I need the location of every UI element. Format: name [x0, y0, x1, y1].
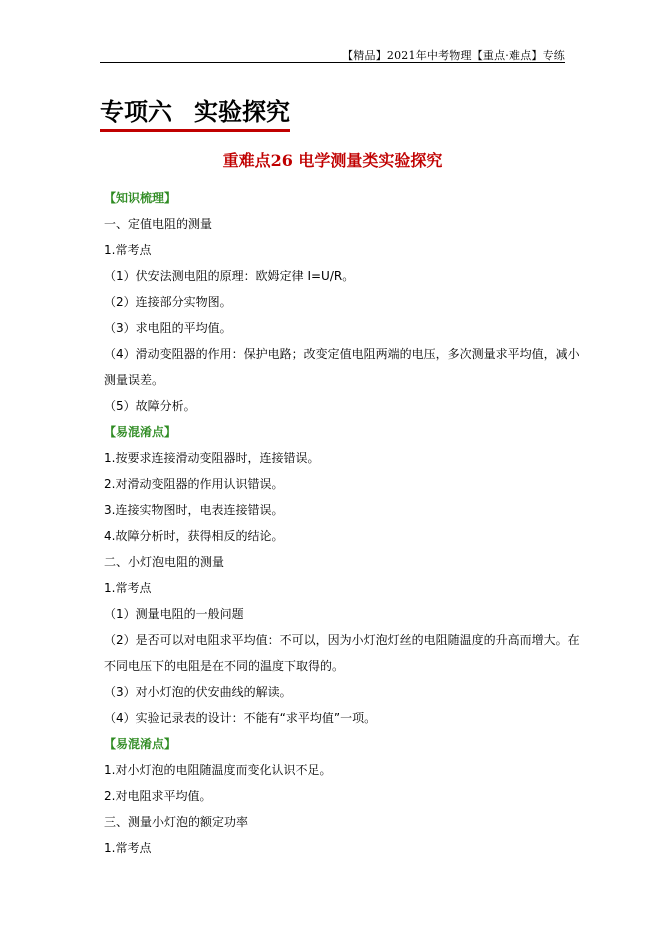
topic-title: 重难点26 电学测量类实验探究 [222, 151, 443, 170]
content-line: 1.对小灯泡的电阻随温度而变化认识不足。 [104, 763, 332, 777]
content-line: （3）求电阻的平均值。 [104, 321, 232, 335]
content-line: （1）伏安法测电阻的原理：欧姆定律 I=U/R。 [104, 269, 355, 283]
content-line: （2）是否可以对电阻求平均值：不可以，因为小灯泡灯丝的电阻随温度的升高而增大。在 [104, 633, 580, 647]
content-line: 1.常考点 [104, 243, 152, 257]
section-title-number: 专项六 [100, 97, 172, 126]
content-line: 二、小灯泡电阻的测量 [104, 555, 225, 569]
content-line: （4）滑动变阻器的作用：保护电路；改变定值电阻两端的电压，多次测量求平均值，减小 [104, 347, 580, 361]
header-rule [100, 62, 565, 63]
content-line: 不同电压下的电阻是在不同的温度下取得的。 [104, 659, 345, 673]
content-line: （4）实验记录表的设计：不能有“求平均值”一项。 [104, 711, 377, 725]
content-line: 一、定值电阻的测量 [104, 217, 213, 231]
content-line: 1.按要求连接滑动变阻器时，连接错误。 [104, 451, 320, 465]
content-line: 4.故障分析时，获得相反的结论。 [104, 529, 284, 543]
content-line: （1）测量电阻的一般问题 [104, 607, 244, 621]
content-line: 3.连接实物图时，电表连接错误。 [104, 503, 284, 517]
content-line: （3）对小灯泡的伏安曲线的解读。 [104, 685, 292, 699]
content-line: 三、测量小灯泡的额定功率 [104, 815, 249, 829]
content-line: 2.对滑动变阻器的作用认识错误。 [104, 477, 284, 491]
section-heading-label: 【易混淆点】 [104, 425, 177, 439]
page-header: 【精品】2021年中考物理【重点·难点】专练 [342, 49, 565, 62]
content-line: 2.对电阻求平均值。 [104, 789, 212, 803]
section-heading-label: 【知识梳理】 [104, 191, 177, 205]
section-title [100, 92, 290, 132]
content-line: 测量误差。 [104, 373, 165, 387]
section-title-name: 实验探究 [194, 97, 290, 126]
content-line: （5）故障分析。 [104, 399, 196, 413]
content-line: （2）连接部分实物图。 [104, 295, 232, 309]
content-line: 1.常考点 [104, 841, 152, 855]
section-heading-label: 【易混淆点】 [104, 737, 177, 751]
content-line: 1.常考点 [104, 581, 152, 595]
